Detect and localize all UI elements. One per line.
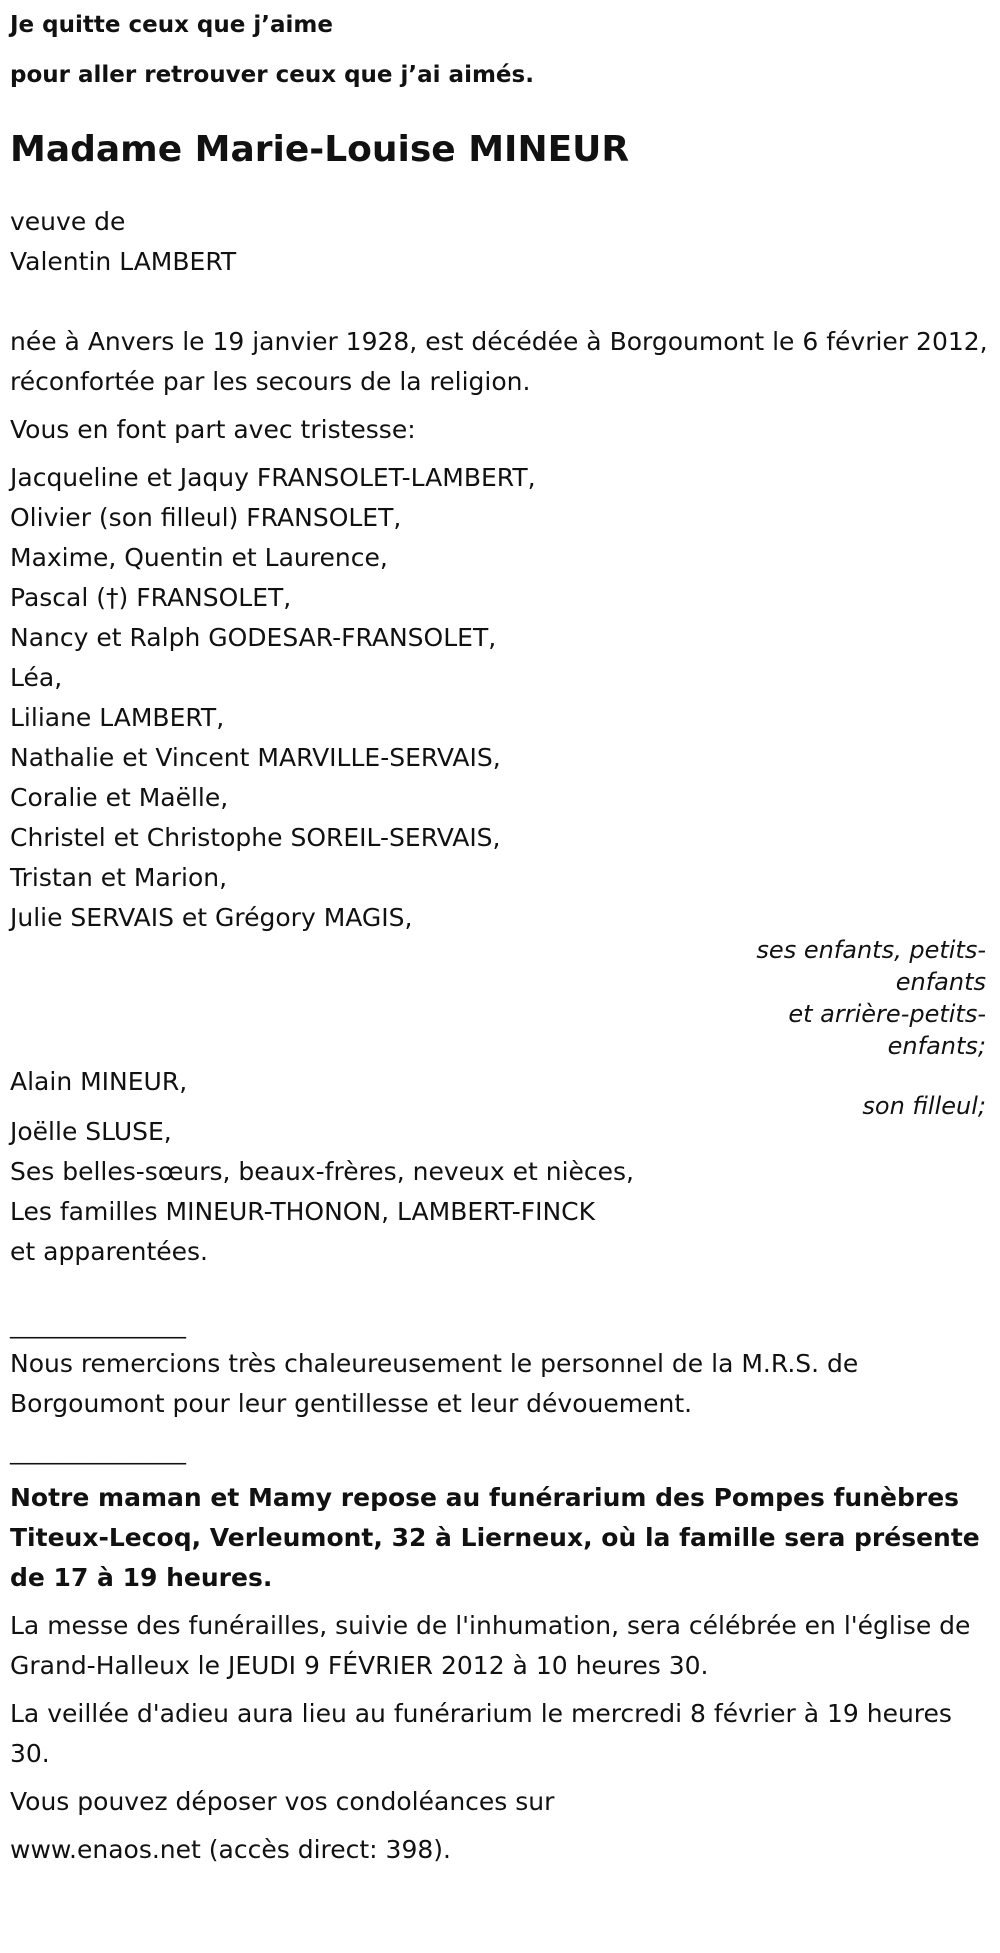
godson-row	[10, 1062, 990, 1120]
condolences-line-2: www.enaos.net (accès direct: 398).	[10, 1835, 451, 1864]
mass-text: La messe des funérailles, suivie de l'inhumation, sera célébrée en l'église de Grand-Halleux le JEUDI 9 FÉVRIER 2012 à 10 heures 30.	[10, 1611, 971, 1680]
epitaph-line-1: Je quitte ceux que j’aime	[10, 12, 333, 38]
family-list-item: Tristan et Marion,	[10, 863, 228, 892]
repose-text: Notre maman et Mamy repose au funérarium des Pompes funèbres Titeux-Lecoq, Verleumont, 32 à Lierneux, où la famille sera présente de 17 à 19 heures.	[10, 1483, 980, 1592]
family-list-item: Liliane LAMBERT,	[10, 703, 225, 732]
family-list-item: Olivier (son filleul) FRANSOLET,	[10, 503, 402, 532]
godson-name: Alain MINEUR,	[10, 1067, 188, 1096]
children-role-line-3: et arrière-petits-	[788, 1000, 986, 1028]
other-relatives-item: et apparentées.	[10, 1237, 208, 1266]
other-relatives-item: Ses belles-sœurs, beaux-frères, neveux et nièces,	[10, 1157, 634, 1186]
children-role-label	[756, 934, 986, 1062]
family-list-item: Christel et Christophe SOREIL-SERVAIS,	[10, 823, 501, 852]
birth-death-text: née à Anvers le 19 janvier 1928, est décédée à Borgoumont le 6 février 2012, réconfortée par les secours de la religion.	[10, 327, 988, 396]
deceased-name: Madame Marie-Louise MINEUR	[10, 129, 630, 170]
epitaph-line-2: pour aller retrouver ceux que j’ai aimés.	[10, 62, 534, 88]
family-list-item: Nancy et Ralph GODESAR-FRANSOLET,	[10, 623, 497, 652]
godson-role: son filleul;	[862, 1092, 986, 1120]
family-list-item: Jacqueline et Jaquy FRANSOLET-LAMBERT,	[10, 463, 536, 492]
other-relatives-item: Les familles MINEUR-THONON, LAMBERT-FINCK	[10, 1197, 596, 1226]
family-list-item: Léa,	[10, 663, 63, 692]
thanks-text: Nous remercions très chaleureusement le personnel de la M.R.S. de Borgoumont pour leur gentillesse et leur dévouement.	[10, 1349, 859, 1418]
family-list-item: Pascal (†) FRANSOLET,	[10, 583, 292, 612]
family-list-item: Coralie et Maëlle,	[10, 783, 229, 812]
spouse-block	[10, 202, 990, 282]
separator-1: ________________	[10, 1314, 186, 1339]
family-list	[10, 458, 990, 938]
children-role-line-1: ses enfants, petits-	[756, 936, 986, 964]
spouse-prefix: veuve de	[10, 207, 126, 236]
other-relatives-list	[10, 1112, 990, 1272]
children-role-line-4: enfants;	[887, 1032, 986, 1060]
spouse-name: Valentin LAMBERT	[10, 247, 237, 276]
other-relatives-item: Joëlle SLUSE,	[10, 1117, 172, 1146]
family-list-item: Maxime, Quentin et Laurence,	[10, 543, 388, 572]
epitaph-quote	[10, 0, 990, 100]
children-role-line-2: enfants	[895, 968, 986, 996]
separator-2: ________________	[10, 1440, 186, 1465]
family-list-item: Nathalie et Vincent MARVILLE-SERVAIS,	[10, 743, 501, 772]
condolences-line-1: Vous pouvez déposer vos condoléances sur	[10, 1787, 555, 1816]
family-list-item: Julie SERVAIS et Grégory MAGIS,	[10, 903, 413, 932]
vigil-text: La veillée d'adieu aura lieu au funérarium le mercredi 8 février à 19 heures 30.	[10, 1699, 952, 1768]
announcement-text: Vous en font part avec tristesse:	[10, 415, 416, 444]
